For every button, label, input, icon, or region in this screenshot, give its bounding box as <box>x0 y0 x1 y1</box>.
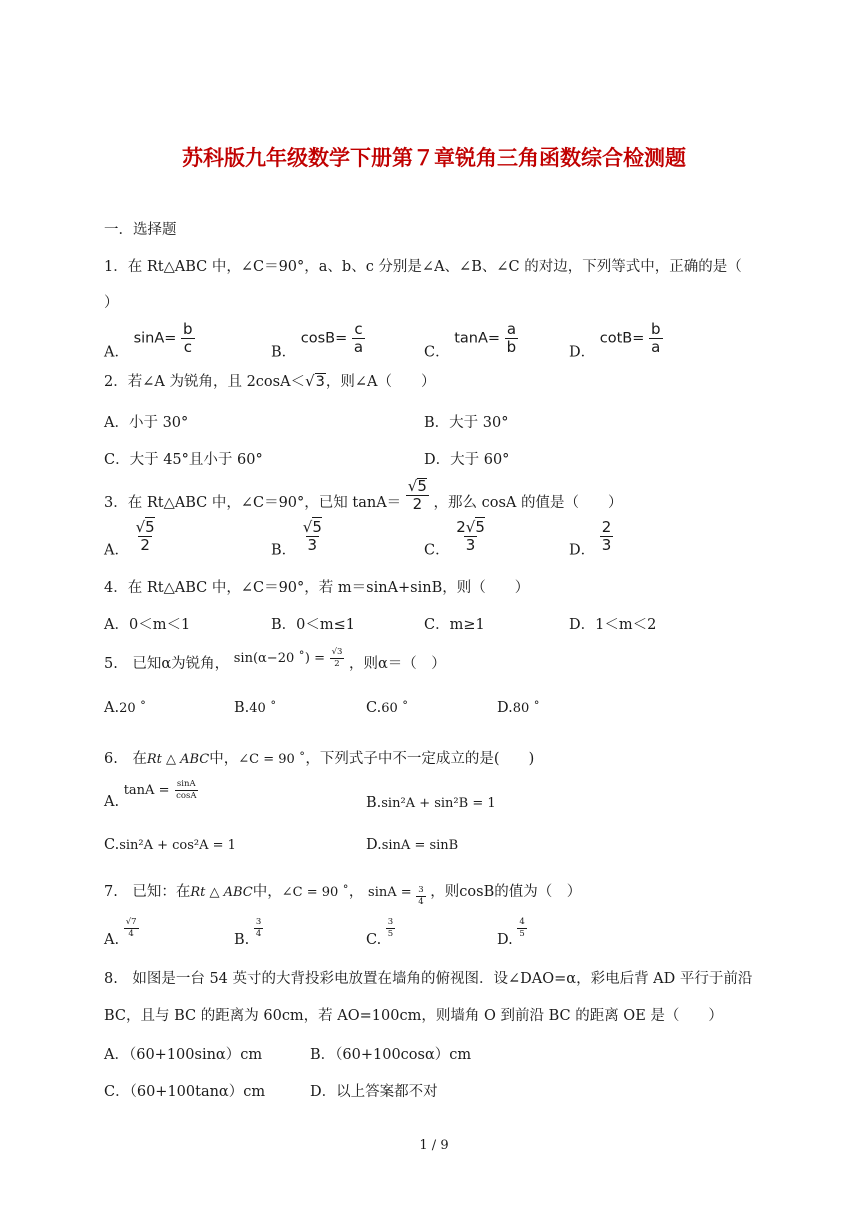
q2-option-d: D．大于 60° <box>424 452 510 468</box>
page-number: 1 / 9 <box>419 1138 449 1153</box>
q4-option-a: A．0＜m＜1 <box>104 617 191 633</box>
q1-option-a <box>104 322 195 362</box>
q5-option-a: A.20 ˚ <box>104 700 147 716</box>
q3-option-a: A． $\frac{√5}{2}$ <box>104 518 155 559</box>
option-fraction: $\frac{b}{a}$ <box>651 320 661 356</box>
q5-option-b: B.40 ˚ <box>234 700 277 716</box>
q8-option-a: A．（60+100sinα）cm <box>104 1047 263 1063</box>
option-fraction: $\frac{c}{a}$ <box>353 320 364 356</box>
q4-option-c: C．m≥1 <box>424 617 485 633</box>
option-label: D． <box>569 344 596 361</box>
q1-stem-close: ） <box>104 295 119 311</box>
section-heading: 一．选择题 <box>104 222 177 238</box>
q8-option-b: B．（60+100cosα）cm <box>310 1047 472 1063</box>
q3-stem: 3．在 Rt△ABC 中，∠C＝90°，已知 tanA＝ $\frac{√5}{2}$ ，那么 cosA 的值是（ ） <box>104 477 623 513</box>
q8-option-d: D．以上答案都不对 <box>310 1084 438 1100</box>
q1-stem: 1．在 Rt△ABC 中，∠C＝90°，a、b、c 分别是∠A、∠B、∠C 的对边，下列等式中，正确的是（ <box>104 259 742 275</box>
q1-option-d <box>569 322 663 362</box>
q8-option-c: C．（60+100tanα）cm <box>104 1084 266 1100</box>
tan-fraction: $\frac{√5}{2}$ <box>407 477 427 513</box>
q7-option-b: B. $\frac{3}{4}$ <box>234 917 262 948</box>
q7-option-d: D. $\frac{4}{5}$ <box>497 917 525 948</box>
q3-option-b: B． $\frac{√5}{3}$ <box>271 518 322 559</box>
q7-stem: 7. 已知：在Rt △ ABC中，∠C = 90 ˚， sinA = $\frac{3}{4}$ ，则cosB的值为（ ） <box>104 884 582 907</box>
q1-option-b <box>271 322 365 362</box>
sine-fraction: $\frac{√3}{2}$ <box>331 647 343 669</box>
q7-option-c: C. $\frac{3}{5}$ <box>366 917 394 948</box>
q5-option-c: C.60 ˚ <box>366 700 409 716</box>
option-lhs: tanA= <box>454 330 501 347</box>
q2-option-c: C．大于 45°且小于 60° <box>104 452 263 468</box>
q5-stem: 5. 已知α为锐角， sin(α−20 ˚) = $\frac{√3}{2}$ ，则α＝（ ） <box>104 647 446 672</box>
sine-expression: sin(α−20 ˚) = <box>233 651 325 666</box>
q8-stem-line2: BC，且与 BC 的距离为 60cm，若 AO=100cm，则墙角 O 到前沿 BC 的距离 OE 是（ ） <box>104 1008 723 1024</box>
q6-option-d: D.sinA = sinB <box>366 837 459 853</box>
option-fraction: $\frac{a}{b}$ <box>506 320 517 356</box>
q4-stem: 4．在 Rt△ABC 中，∠C＝90°，若 m＝sinA+sinB，则（ ） <box>104 580 530 596</box>
option-fraction: $\frac{b}{c}$ <box>183 320 193 356</box>
option-lhs: sinA= <box>133 330 177 347</box>
page-title: 苏科版九年级数学下册第７章锐角三角函数综合检测题 <box>182 146 686 170</box>
q2-option-a: A．小于 30° <box>104 415 189 431</box>
q6-option-a: A. tanA = $\frac{\sin A}{\cos A}$ <box>104 779 197 810</box>
q8-stem-line1: 8. 如图是一台 54 英寸的大背投彩电放置在墙角的俯视图．设∠DAO=α，彩电后背 AD 平行于前沿 <box>104 971 753 987</box>
q6-option-c: C.sin²A + cos²A = 1 <box>104 837 236 853</box>
q5-option-d: D.80 ˚ <box>497 700 540 716</box>
option-label: A． <box>104 344 129 361</box>
q3-option-d: D． $\frac{2}{3}$ <box>569 518 612 559</box>
q4-option-b: B．0＜m≤1 <box>271 617 356 633</box>
q6-option-b: B.sin²A + sin²B = 1 <box>366 795 496 811</box>
q2-option-b: B．大于 30° <box>424 415 509 431</box>
q1-option-c <box>424 322 518 362</box>
option-lhs: cotB= <box>599 330 645 347</box>
option-label: C． <box>424 344 450 361</box>
q7-option-a: A. $\frac{√7}{4}$ <box>104 917 137 948</box>
option-label: B． <box>271 344 297 361</box>
option-lhs: cosB= <box>300 330 348 347</box>
q2-stem: 2．若∠A 为锐角，且 2cosA＜√3，则∠A（ ） <box>104 372 436 390</box>
q6-stem: 6. 在Rt △ ABC中，∠C = 90 ˚，下列式子中不一定成立的是( ) <box>104 751 535 767</box>
q4-option-d: D．1＜m＜2 <box>569 617 657 633</box>
q3-option-c: C． $\frac{2√5}{3}$ <box>424 518 485 559</box>
sqrt-expression: √3 <box>305 372 325 390</box>
